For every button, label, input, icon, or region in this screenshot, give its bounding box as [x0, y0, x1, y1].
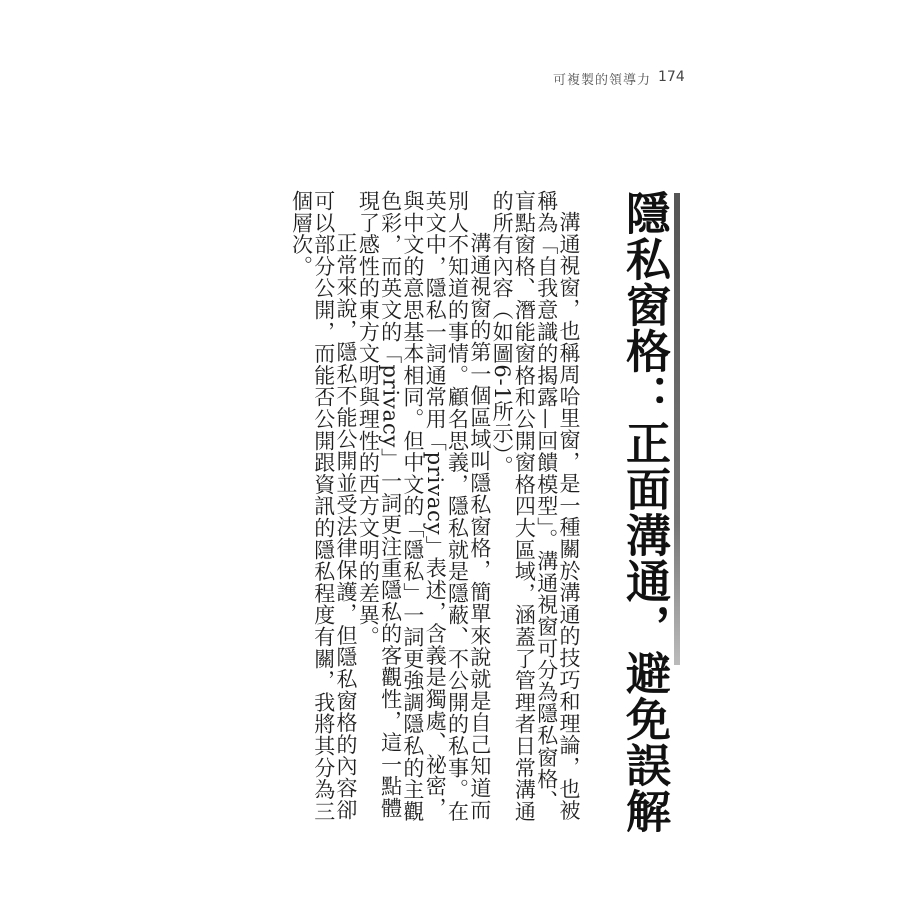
body-text: [290, 190, 580, 830]
paragraph: 溝通視窗，也稱周哈里窗，是一種關於溝通的技巧和理論，也被稱為「自我意識的揭露—回饋模型」。溝通視窗可分為隱私窗格、盲點窗格、潛能窗格和公開窗格四大區域，涵蓋了管理者日常溝通的所有內容（如圖6-1所示）。: [490, 190, 581, 823]
paragraph: 溝通視窗的第一個區域叫隱私窗格，簡單來說就是自己知道而別人不知道的事情。顧名思義，隱私就是隱蔽、不公開的私事。在英文中，隱私一詞通常用「privacy」表述，含義是獨處、祕密，與中文的意思基本相同。但中文的「隱私」一詞更強調隱私的主觀色彩，而英文的「privacy」一詞更注重隱私的客觀性，這一點體現了感性的東方文明與理性的西方文明的差異。: [356, 190, 492, 823]
title-accent-bar: [674, 193, 680, 665]
section-title: 隱私窗格：正面溝通，避免誤解: [618, 190, 671, 834]
page-number: 174: [658, 69, 685, 85]
paragraph: 正常來說，隱私不能公開並受法律保護，但隱私窗格的內容卻可以部分公開，而能否公開跟資訊的隱私程度有關，我將其分為三個層次。: [289, 190, 359, 823]
running-header-book-title: 可複製的領導力: [553, 73, 652, 88]
